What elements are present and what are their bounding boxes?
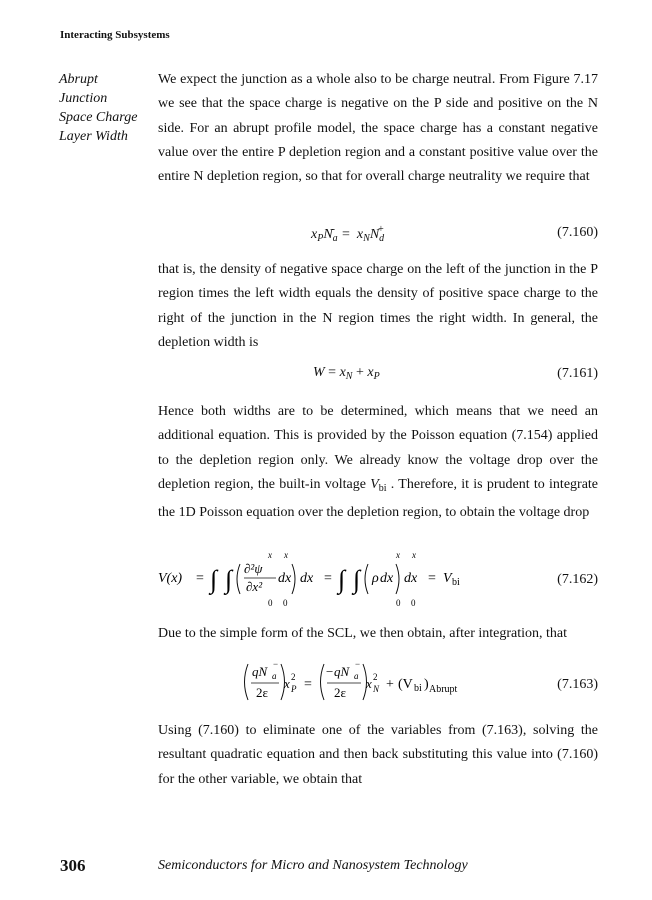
eq161-expression: $W = x_N + x_P$	[313, 365, 380, 382]
svg-text:2ε: 2ε	[334, 685, 346, 700]
side-heading-line: Space Charge	[59, 110, 138, 125]
svg-text:dx: dx	[404, 571, 418, 586]
section-side-heading	[59, 70, 154, 146]
svg-text:x: x	[366, 676, 372, 691]
side-heading-line: Abrupt	[59, 72, 98, 87]
paren-right	[292, 564, 295, 594]
svg-text:2ε: 2ε	[256, 685, 268, 700]
eq161-number: (7.161)	[557, 366, 598, 381]
svg-text:0: 0	[396, 598, 401, 608]
svg-text:qN: qN	[334, 664, 350, 679]
svg-text:P: P	[291, 684, 297, 694]
svg-text:N: N	[373, 684, 380, 694]
svg-text:=: =	[196, 571, 204, 586]
eq162-lhs: V(x)	[158, 571, 183, 586]
svg-text:bi: bi	[452, 577, 460, 588]
svg-text:(V: (V	[398, 677, 413, 692]
paragraph-back-substitution: Using (7.160) to eliminate one of the variables from (7.163), solving the resultant quadratic equation and then back substituting this value into (7.160) for the other variable, we obtain that	[158, 723, 598, 787]
paragraph-charge-neutrality: We expect the junction as a whole also to be charge neutral. From Figure 7.17 we see that the space charge is negative on the P side and positive on the N side. For an abrupt profile model, the space charge has a constant negative value over the entire P depletion region and a constant positive value over the entire N depletion region, so that for overall charge neutrality we require that	[158, 72, 598, 185]
svg-text:dx: dx	[380, 571, 394, 586]
integral-sign: ∫	[225, 565, 233, 594]
svg-text:a: a	[272, 671, 277, 681]
eq160-number: (7.160)	[557, 225, 598, 240]
integral-sign: ∫	[353, 565, 361, 594]
eq162-number: (7.162)	[557, 572, 598, 587]
svg-text:=: =	[428, 571, 436, 586]
equation-7-161	[158, 365, 598, 389]
paren-right	[396, 564, 399, 594]
svg-text:x: x	[412, 550, 416, 560]
paragraph-depletion-width: that is, the density of negative space charge on the left of the junction in the P region times the left width equals the density of positive space charge to the right of the junction in the N region times the right width. In general, the depletion width is	[158, 262, 598, 350]
paren-left	[237, 564, 240, 594]
svg-text:2: 2	[291, 672, 296, 682]
svg-text:=: =	[304, 677, 312, 692]
svg-text:∂²ψ: ∂²ψ	[244, 561, 263, 576]
svg-text:0: 0	[268, 598, 273, 608]
svg-text:a: a	[354, 671, 359, 681]
svg-text:−: −	[326, 664, 334, 679]
integral-sign: ∫	[338, 565, 346, 594]
eq163-graphic	[158, 658, 598, 708]
svg-text:+: +	[386, 677, 394, 692]
svg-text:2: 2	[373, 672, 378, 682]
svg-text:dx: dx	[278, 571, 292, 586]
svg-text:0: 0	[283, 598, 288, 608]
svg-text:=: =	[324, 571, 332, 586]
svg-text:0: 0	[411, 598, 416, 608]
paren-left	[321, 664, 325, 700]
paragraph-poisson-intro: Hence both widths are to be determined, which means that we need an additional equation. This is provided by the Poisson equation (7.154) applied to the depletion region only. We already know the voltage drop over the depletion region, the built-in voltage $V_{bi}$ . Therefore, it is prudent to integrate the 1D Poisson equation over the depletion region, to obtain the voltage drop	[158, 404, 599, 521]
book-title: Semiconductors for Micro and Nanosystem Technology	[158, 858, 468, 873]
svg-text:x: x	[268, 550, 272, 560]
svg-text:−: −	[273, 659, 279, 669]
svg-text:x: x	[284, 676, 290, 691]
paragraph-scl-integration: Due to the simple form of the SCL, we then obtain, after integration, that	[158, 626, 568, 641]
running-head: Interacting Subsystems	[60, 29, 170, 41]
equation-7-162	[158, 548, 598, 610]
svg-text:−: −	[355, 659, 361, 669]
svg-text:ρ: ρ	[372, 571, 379, 586]
integral-sign: ∫	[210, 565, 218, 594]
svg-text:Abrupt: Abrupt	[429, 684, 458, 695]
side-heading-line: Layer Width	[59, 129, 128, 144]
svg-text:∂x²: ∂x²	[246, 579, 263, 594]
svg-text:bi: bi	[414, 683, 422, 694]
svg-text:x: x	[396, 550, 400, 560]
page-number: 306	[60, 856, 86, 875]
svg-text:dx: dx	[300, 571, 314, 586]
side-heading-line: Junction	[59, 91, 108, 106]
equation-7-160	[158, 224, 598, 248]
eq160-expression: $x_PN_a^- = x_NN_d^+$	[311, 224, 385, 244]
equation-7-163	[158, 658, 598, 708]
eq163-number: (7.163)	[557, 677, 598, 692]
svg-text:x: x	[284, 550, 288, 560]
paren-left	[365, 564, 368, 594]
svg-text:qN: qN	[252, 664, 268, 679]
svg-text:V: V	[443, 571, 452, 586]
svg-text:): )	[424, 677, 429, 692]
eq162-graphic	[158, 548, 598, 610]
paren-left	[245, 664, 249, 700]
